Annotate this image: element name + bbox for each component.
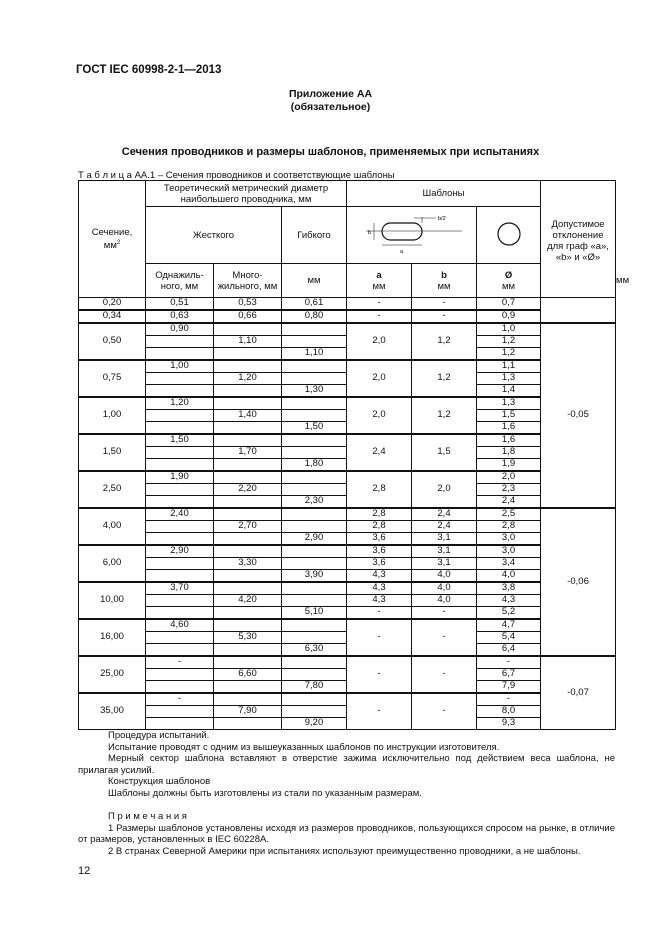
- cell-solid: [146, 607, 214, 620]
- cell-stranded: [214, 508, 282, 521]
- template-drawing-cell: [347, 207, 477, 264]
- cell-diameter: 4,3: [477, 595, 541, 607]
- cell-diameter: 4,7: [477, 619, 541, 632]
- cell-stranded: [214, 434, 282, 447]
- cell-diameter: 1,0: [477, 323, 541, 336]
- cell-diameter: 1,6: [477, 422, 541, 435]
- header-b: b мм: [412, 264, 477, 298]
- cell-flexible: [282, 706, 347, 718]
- cell-b: -: [412, 310, 477, 323]
- cell-diameter: 3,4: [477, 558, 541, 570]
- cell-b: 1,2: [412, 360, 477, 397]
- label-a: a: [399, 248, 403, 255]
- cell-flexible: [282, 693, 347, 706]
- cell-a: 3,6: [347, 558, 412, 570]
- cell-stranded: [214, 607, 282, 620]
- cell-stranded: [214, 323, 282, 336]
- cell-solid: [146, 496, 214, 509]
- header-section: Сечение, $мм^2$: [79, 181, 146, 298]
- cell-a: 4,3: [347, 595, 412, 607]
- cell-flexible: 3,90: [282, 570, 347, 583]
- cell-section: 16,00: [79, 619, 146, 656]
- note-test: Испытание проводят с одним из вышеуказанных шаблонов по инструкции изготовителя.: [108, 741, 500, 753]
- table-row: [79, 656, 616, 669]
- cell-flexible: [282, 582, 347, 595]
- cell-diameter: 4,0: [477, 570, 541, 583]
- cell-flexible: 2,90: [282, 533, 347, 546]
- cell-b: 4,0: [412, 582, 477, 595]
- cell-diameter: 3,8: [477, 582, 541, 595]
- cell-diameter: 1,2: [477, 348, 541, 361]
- note-measuring: Мерный сектор шаблона вставляют в отверстие зажима исключительно под действием веса шаблона, не прилагая усилий.: [78, 753, 615, 776]
- table-row: [79, 558, 616, 570]
- cell-stranded: [214, 360, 282, 373]
- cell-solid: [146, 681, 214, 694]
- table-row: [79, 434, 616, 447]
- cell-section: 0,34: [79, 310, 146, 323]
- cell-diameter: 6,4: [477, 644, 541, 657]
- cell-solid: [146, 644, 214, 657]
- cell-a: -: [347, 607, 412, 620]
- cell-section: 2,50: [79, 471, 146, 508]
- table-row: [79, 471, 616, 484]
- annex-heading: [0, 88, 661, 114]
- cell-b: 2,4: [412, 508, 477, 521]
- cell-stranded: [214, 644, 282, 657]
- cell-solid: [146, 570, 214, 583]
- cell-flexible: [282, 471, 347, 484]
- notes-block: [78, 730, 615, 857]
- cell-solid: 1,50: [146, 434, 214, 447]
- header-templates: Шаблоны: [347, 181, 541, 207]
- cell-diameter: 6,7: [477, 669, 541, 681]
- page-number: 12: [78, 865, 91, 877]
- cell-stranded: [214, 533, 282, 546]
- cell-stranded: 1,10: [214, 336, 282, 348]
- header-d: Ø мм: [477, 264, 541, 298]
- cell-b: 4,0: [412, 595, 477, 607]
- cell-stranded: [214, 385, 282, 398]
- table-row: [79, 533, 616, 546]
- cell-flexible: [282, 410, 347, 422]
- cell-a: 2,0: [347, 360, 412, 397]
- cell-solid: [146, 373, 214, 385]
- cell-flexible: [282, 447, 347, 459]
- cell-solid: 1,00: [146, 360, 214, 373]
- page-title: Сечения проводников и размеры шаблонов, применяемых при испытаниях: [121, 146, 540, 158]
- circle-drawing-cell: [477, 207, 541, 264]
- header-rigid: Жесткого: [146, 207, 282, 264]
- cell-tolerance: -0,07: [541, 656, 616, 730]
- cell-stranded: [214, 570, 282, 583]
- cell-diameter: 3,0: [477, 545, 541, 558]
- cell-b: 1,5: [412, 434, 477, 471]
- cell-flexible: [282, 595, 347, 607]
- cell-diameter: -: [477, 656, 541, 669]
- cell-diameter: 1,3: [477, 373, 541, 385]
- cell-stranded: 1,70: [214, 447, 282, 459]
- cell-solid: 4,60: [146, 619, 214, 632]
- cell-diameter: 1,8: [477, 447, 541, 459]
- cell-solid: 3,70: [146, 582, 214, 595]
- cell-diameter: 1,6: [477, 434, 541, 447]
- header-flex-unit: мм: [282, 264, 347, 298]
- cell-diameter: 8,0: [477, 706, 541, 718]
- cell-diameter: 9,3: [477, 718, 541, 730]
- cell-stranded: [214, 348, 282, 361]
- table-row: [79, 508, 616, 521]
- cell-flexible: 6,30: [282, 644, 347, 657]
- table-row: [79, 397, 616, 410]
- cell-a: -: [347, 693, 412, 730]
- cell-flexible: 0,80: [282, 310, 347, 323]
- cell-solid: [146, 348, 214, 361]
- cell-flexible: 0,61: [282, 298, 347, 311]
- cell-a: -: [347, 656, 412, 693]
- cell-solid: [146, 484, 214, 496]
- cell-a: 2,4: [347, 434, 412, 471]
- cell-diameter: 2,8: [477, 521, 541, 533]
- cell-diameter: -: [477, 693, 541, 706]
- cell-solid: 2,40: [146, 508, 214, 521]
- cell-flexible: [282, 632, 347, 644]
- cell-a: 2,8: [347, 471, 412, 508]
- cell-flexible: [282, 521, 347, 533]
- cell-flexible: [282, 434, 347, 447]
- cell-stranded: 1,20: [214, 373, 282, 385]
- cell-a: 3,6: [347, 545, 412, 558]
- cell-solid: [146, 521, 214, 533]
- cell-stranded: [214, 693, 282, 706]
- cell-stranded: 3,30: [214, 558, 282, 570]
- cell-stranded: [214, 496, 282, 509]
- cell-flexible: 9,20: [282, 718, 347, 730]
- cell-solid: [146, 669, 214, 681]
- cell-stranded: 5,30: [214, 632, 282, 644]
- cell-section: 0,20: [79, 298, 146, 311]
- cell-solid: 0,90: [146, 323, 214, 336]
- oval-template-drawing: [352, 209, 472, 259]
- label-b-half: b/2: [437, 215, 446, 222]
- cell-section: 25,00: [79, 656, 146, 693]
- cell-a: 2,0: [347, 323, 412, 360]
- cell-solid: [146, 410, 214, 422]
- cell-tolerance: [541, 298, 616, 324]
- table-row: [79, 360, 616, 373]
- cell-solid: [146, 385, 214, 398]
- cell-flexible: [282, 373, 347, 385]
- cell-section: 10,00: [79, 582, 146, 619]
- cell-diameter: 1,4: [477, 385, 541, 398]
- cell-diameter: 1,3: [477, 397, 541, 410]
- cell-stranded: [214, 718, 282, 730]
- annex-status: (обязательное): [290, 101, 371, 113]
- cell-diameter: 5,4: [477, 632, 541, 644]
- cell-a: 2,8: [347, 508, 412, 521]
- cell-stranded: 7,90: [214, 706, 282, 718]
- cell-solid: [146, 533, 214, 546]
- cell-solid: [146, 706, 214, 718]
- cell-flexible: 5,10: [282, 607, 347, 620]
- cell-solid: [146, 336, 214, 348]
- cell-solid: [146, 595, 214, 607]
- cell-stranded: [214, 471, 282, 484]
- cell-stranded: 6,60: [214, 669, 282, 681]
- conductor-table: Сечение, $мм^2$ Теоретический метрический диаметр наибольшего проводника, мм Шаблоны Допустимое отклонение для граф «a», «b» и «Ø» Жесткого Гибкого b/2 b a Однажиль-ного, мм Много-жильного, мм мм a мм b мм Ø мм мм 0,20 0,51 0,53 0,61 - - 0,7 0,34 0,63 0,66 0,80 - - 0,9 0,50 0,90 2,0 1,2 1,0 -0,05 1,10 1,2 1,10 1,2 0,75 1,00 2,0 1,2 1,1 1,20 1,3 1,30 1,4 1,00 1,20 2,0 1,2 1,3 1,40 1,5 1,50 1,6 1,50 1,50 2,4 1,5 1,6 1,70 1,8 1,80 1,9 2,50 1,90 2,8 2,0 2,0 2,20 2,3 2,30 2,4 4,00 2,40 2,8 2,4 2,5 -0,06 2,70 2,8 2,4 2,8 2,90 3,6 3,1 3,0 6,00 2,90 3,6 3,1 3,0 3,30 3,6 3,1 3,4 3,90 4,3 4,0 4,0 10,00 3,70 4,3 4,0 3,8 4,20 4,3 4,0 4,3 5,10 - - 5,2 16,00 4,60 - - 4,7 5,30 5,4 6,30 6,4 25,00 - - - - -0,07 6,60 6,7 7,80 7,9 35,00 - - - - 7,90 8,0 9,20 9,3: [78, 180, 616, 730]
- remark-1: 1 Размеры шаблонов установлены исходя из размеров проводников, пользующихся спросом на рынке, в отличие от размеров, установленных в IEC 60228A.: [78, 822, 615, 845]
- cell-tolerance: -0,06: [541, 508, 616, 656]
- cell-stranded: 0,53: [214, 298, 282, 311]
- cell-solid: 0,51: [146, 298, 214, 311]
- label-b: b: [367, 229, 371, 236]
- cell-stranded: [214, 422, 282, 435]
- header-stranded: Много-жильного, мм: [214, 264, 282, 298]
- cell-stranded: [214, 459, 282, 472]
- cell-b: -: [412, 298, 477, 311]
- cell-solid: [146, 422, 214, 435]
- table-row: [79, 521, 616, 533]
- cell-diameter: 2,4: [477, 496, 541, 509]
- header-flexible: Гибкого: [282, 207, 347, 264]
- cell-section: 0,50: [79, 323, 146, 360]
- cell-a: 4,3: [347, 570, 412, 583]
- cell-diameter: 5,2: [477, 607, 541, 620]
- cell-solid: [146, 459, 214, 472]
- cell-diameter: 2,3: [477, 484, 541, 496]
- table-row: [79, 582, 616, 595]
- round-template-drawing: [489, 214, 529, 254]
- cell-flexible: 2,30: [282, 496, 347, 509]
- cell-solid: [146, 632, 214, 644]
- cell-b: 3,1: [412, 558, 477, 570]
- cell-flexible: [282, 323, 347, 336]
- cell-flexible: [282, 360, 347, 373]
- cell-stranded: 2,70: [214, 521, 282, 533]
- cell-b: -: [412, 656, 477, 693]
- note-steel: Шаблоны должны быть изготовлены из стали по указанным размерам.: [108, 787, 422, 799]
- cell-solid: [146, 718, 214, 730]
- cell-flexible: [282, 508, 347, 521]
- table-row: [79, 607, 616, 620]
- table-caption: Т а б л и ц а АА.1 – Сечения проводников и соответствующие шаблоны: [78, 170, 395, 181]
- cell-solid: [146, 558, 214, 570]
- cell-stranded: [214, 397, 282, 410]
- cell-stranded: [214, 681, 282, 694]
- cell-solid: 2,90: [146, 545, 214, 558]
- cell-flexible: 1,50: [282, 422, 347, 435]
- cell-stranded: [214, 656, 282, 669]
- cell-stranded: 1,40: [214, 410, 282, 422]
- cell-b: -: [412, 607, 477, 620]
- cell-a: -: [347, 310, 412, 323]
- cell-tolerance: -0,05: [541, 323, 616, 508]
- cell-flexible: [282, 397, 347, 410]
- cell-diameter: 3,0: [477, 533, 541, 546]
- cell-section: 4,00: [79, 508, 146, 545]
- cell-flexible: [282, 545, 347, 558]
- cell-flexible: [282, 669, 347, 681]
- cell-solid: -: [146, 656, 214, 669]
- cell-diameter: 1,5: [477, 410, 541, 422]
- remarks-title: П р и м е ч а н и я: [108, 811, 187, 822]
- standard-header: ГОСТ IEC 60998-2-1—2013: [76, 64, 222, 76]
- cell-solid: 0,63: [146, 310, 214, 323]
- cell-stranded: [214, 619, 282, 632]
- remark-2: 2 В странах Северной Америки при испытаниях используют преимущественно проводники, а не шаблоны.: [108, 845, 581, 857]
- cell-stranded: [214, 545, 282, 558]
- cell-b: -: [412, 693, 477, 730]
- cell-diameter: 7,9: [477, 681, 541, 694]
- cell-a: -: [347, 298, 412, 311]
- cell-diameter: 0,9: [477, 310, 541, 323]
- cell-flexible: [282, 656, 347, 669]
- cell-diameter: 2,0: [477, 471, 541, 484]
- cell-stranded: 0,66: [214, 310, 282, 323]
- cell-solid: 1,90: [146, 471, 214, 484]
- table-row: [79, 310, 616, 323]
- cell-solid: [146, 447, 214, 459]
- cell-b: 1,2: [412, 397, 477, 434]
- cell-b: 2,0: [412, 471, 477, 508]
- cell-diameter: 1,9: [477, 459, 541, 472]
- table-row: [79, 298, 616, 311]
- cell-section: 1,50: [79, 434, 146, 471]
- cell-section: 0,75: [79, 360, 146, 397]
- annex-title: Приложение АА: [288, 88, 373, 100]
- cell-diameter: 1,1: [477, 360, 541, 373]
- cell-b: 3,1: [412, 533, 477, 546]
- cell-diameter: 2,5: [477, 508, 541, 521]
- cell-b: 3,1: [412, 545, 477, 558]
- cell-a: 3,6: [347, 533, 412, 546]
- cell-a: 2,0: [347, 397, 412, 434]
- cell-diameter: 0,7: [477, 298, 541, 311]
- cell-section: 1,00: [79, 397, 146, 434]
- cell-flexible: 1,30: [282, 385, 347, 398]
- cell-stranded: 4,20: [214, 595, 282, 607]
- cell-b: -: [412, 619, 477, 656]
- cell-flexible: [282, 558, 347, 570]
- cell-flexible: 7,80: [282, 681, 347, 694]
- cell-solid: -: [146, 693, 214, 706]
- note-construction: Конструкция шаблонов: [108, 776, 211, 787]
- table-row: [79, 693, 616, 706]
- cell-flexible: [282, 484, 347, 496]
- cell-b: 1,2: [412, 323, 477, 360]
- header-theoretical-diameter: Теоретический метрический диаметр наибольшего проводника, мм: [146, 181, 347, 207]
- table-row: [79, 545, 616, 558]
- cell-section: 6,00: [79, 545, 146, 582]
- header-tolerance: Допустимое отклонение для граф «a», «b» и «Ø»: [541, 181, 616, 298]
- cell-diameter: 1,2: [477, 336, 541, 348]
- cell-b: 4,0: [412, 570, 477, 583]
- cell-section: 35,00: [79, 693, 146, 730]
- table-row: [79, 619, 616, 632]
- cell-flexible: [282, 336, 347, 348]
- cell-flexible: 1,80: [282, 459, 347, 472]
- table-row: [79, 323, 616, 336]
- cell-a: 4,3: [347, 582, 412, 595]
- cell-a: 2,8: [347, 521, 412, 533]
- note-procedure: Процедура испытаний.: [108, 730, 210, 741]
- cell-stranded: [214, 582, 282, 595]
- header-solid: Однажиль-ного, мм: [146, 264, 214, 298]
- cell-a: -: [347, 619, 412, 656]
- table-row: [79, 595, 616, 607]
- cell-solid: 1,20: [146, 397, 214, 410]
- cell-stranded: 2,20: [214, 484, 282, 496]
- cell-b: 2,4: [412, 521, 477, 533]
- table-row: [79, 570, 616, 583]
- cell-flexible: 1,10: [282, 348, 347, 361]
- header-a: a мм: [347, 264, 412, 298]
- cell-flexible: [282, 619, 347, 632]
